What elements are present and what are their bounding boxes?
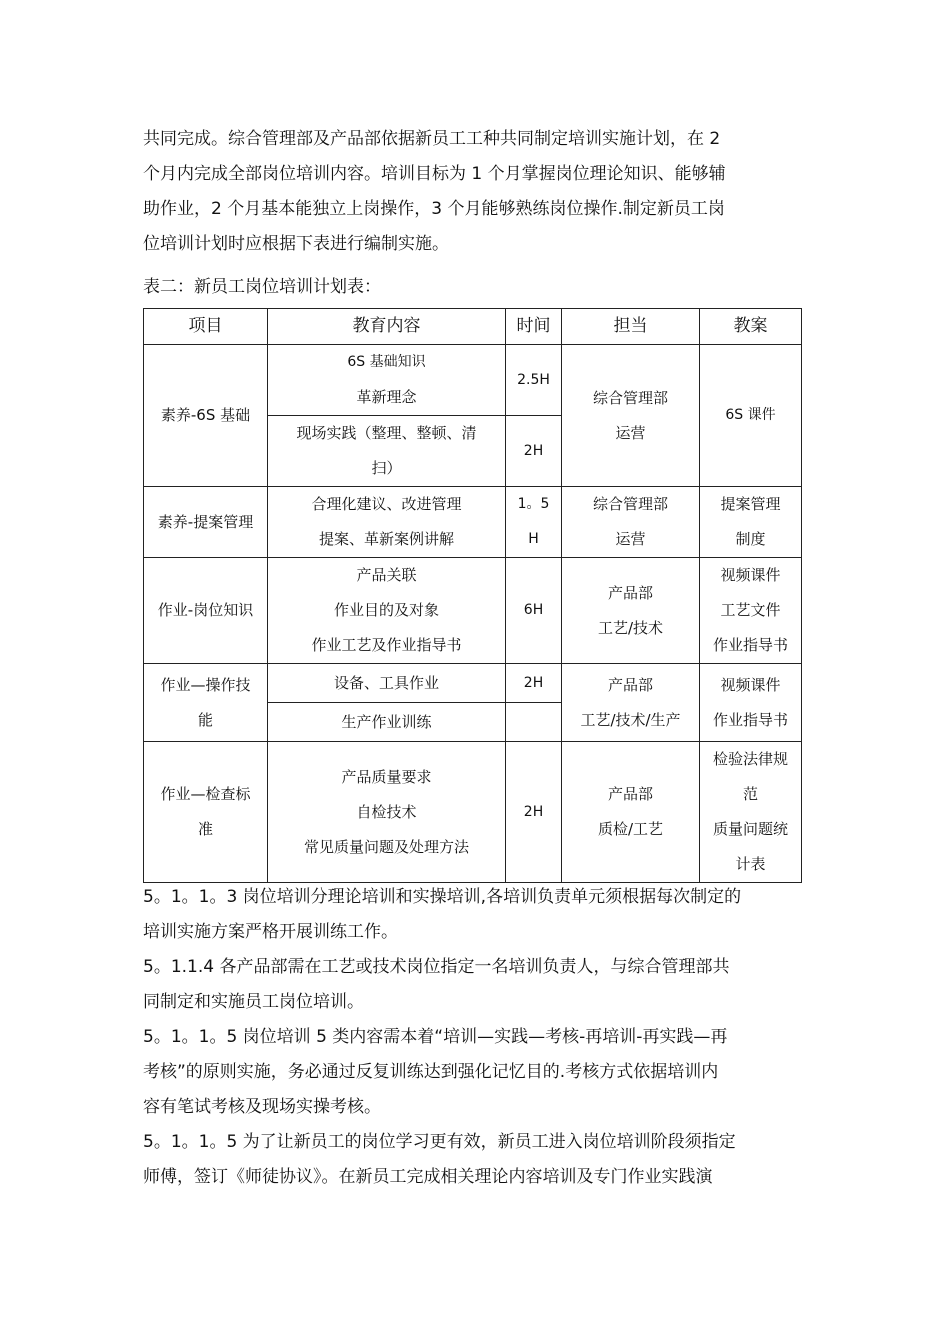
intro-line: 助作业，2 个月基本能独立上岗操作，3 个月能够熟练岗位操作.制定新员工岗 bbox=[143, 199, 725, 219]
body-line: 5。1。1。3 岗位培训分理论培训和实操培训,各培训负责单元须根据每次制定的 bbox=[143, 887, 742, 907]
cell-plan bbox=[700, 664, 802, 742]
cell-text: 提案管理 bbox=[720, 495, 781, 513]
cell-text: 产品质量要求 bbox=[341, 767, 432, 786]
cell-text: 质量问题统 bbox=[712, 820, 788, 838]
cell-time: 2H bbox=[506, 742, 562, 883]
cell-text: 制度 bbox=[735, 530, 766, 548]
cell-text: 1。5 bbox=[517, 496, 550, 512]
table-row bbox=[144, 664, 802, 703]
cell-owner bbox=[562, 487, 700, 558]
cell-owner bbox=[562, 742, 700, 883]
cell-text: 作业—操作技 bbox=[160, 675, 251, 694]
cell-content: 设备、工具作业 bbox=[268, 664, 506, 703]
body-line: 师傅，签订《师徒协议》。在新员工完成相关理论内容培训及专门作业实践演 bbox=[143, 1167, 713, 1187]
cell-text: 作业指导书 bbox=[712, 636, 788, 654]
cell-owner bbox=[562, 558, 700, 664]
cell-text: 视频课件 bbox=[720, 675, 781, 694]
cell-text: 质检/工艺 bbox=[597, 820, 664, 838]
cell-content bbox=[268, 487, 506, 558]
cell-text: 扫） bbox=[371, 459, 402, 477]
body-line: 5。1。1。5 岗位培训 5 类内容需本着“培训—实践—考核-再培训-再实践—再 bbox=[143, 1027, 728, 1047]
cell-time: 2H bbox=[506, 664, 562, 703]
table-caption: 表二：新员工岗位培训计划表： bbox=[143, 277, 381, 297]
cell-content bbox=[268, 742, 506, 883]
cell-text: 常见质量问题及处理方法 bbox=[303, 837, 469, 856]
cell-plan bbox=[700, 487, 802, 558]
cell-item bbox=[144, 742, 268, 883]
cell-content: 生产作业训练 bbox=[268, 703, 506, 742]
cell-text: 运营 bbox=[615, 423, 646, 442]
intro-line: 共同完成。综合管理部及产品部依据新员工工种共同制定培训实施计划，在 2 bbox=[143, 129, 721, 149]
cell-text: 运营 bbox=[615, 530, 646, 548]
cell-text: 产品部 bbox=[607, 675, 653, 694]
cell-text: 工艺/技术 bbox=[597, 618, 664, 637]
table-row bbox=[144, 345, 802, 416]
cell-time bbox=[506, 487, 562, 558]
cell-text: 产品部 bbox=[607, 583, 653, 602]
intro-paragraph bbox=[143, 122, 808, 262]
cell-text: 合理化建议、改进管理 bbox=[311, 495, 462, 513]
body-line: 5。1.1.4 各产品部需在工艺或技术岗位指定一名培训负责人，与综合管理部共 bbox=[143, 957, 730, 977]
cell-owner bbox=[562, 664, 700, 742]
cell-text: 现场实践（整理、整顿、清 bbox=[296, 424, 477, 442]
cell-time: 2H bbox=[506, 416, 562, 487]
cell-text: 自检技术 bbox=[356, 802, 417, 821]
cell-text: 作业—检查标 bbox=[160, 785, 251, 803]
cell-text: 范 bbox=[742, 785, 758, 803]
body-line: 考核”的原则实施，务必通过反复训练达到强化记忆目的.考核方式依据培训内 bbox=[143, 1062, 719, 1082]
cell-time bbox=[506, 703, 562, 742]
after-paragraphs bbox=[143, 880, 808, 1195]
cell-content bbox=[268, 345, 506, 416]
cell-text: 能 bbox=[197, 710, 213, 729]
body-line: 同制定和实施员工岗位培训。 bbox=[143, 992, 364, 1012]
header-time: 时间 bbox=[506, 309, 562, 345]
cell-time: 2.5H bbox=[506, 345, 562, 416]
cell-text: 准 bbox=[197, 820, 213, 838]
cell-time: 6H bbox=[506, 558, 562, 664]
cell-text: 综合管理部 bbox=[592, 495, 668, 513]
cell-text: 综合管理部 bbox=[592, 388, 668, 407]
header-item: 项目 bbox=[144, 309, 268, 345]
cell-plan: 6S 课件 bbox=[700, 345, 802, 487]
cell-text: 计表 bbox=[735, 855, 766, 873]
cell-text: 检验法律规 bbox=[712, 750, 788, 768]
cell-text: 6S 基础知识 bbox=[347, 354, 426, 370]
cell-text: 工艺文件 bbox=[720, 601, 781, 619]
cell-item bbox=[144, 345, 268, 487]
cell-text: 视频课件 bbox=[720, 566, 781, 584]
training-plan-table bbox=[143, 308, 802, 883]
cell-text: 产品部 bbox=[607, 785, 653, 803]
cell-plan bbox=[700, 558, 802, 664]
cell-item: 素养-提案管理 bbox=[144, 487, 268, 558]
cell-text: 作业指导书 bbox=[712, 710, 788, 729]
cell-text: 产品关联 bbox=[356, 566, 417, 584]
cell-content bbox=[268, 416, 506, 487]
cell-item bbox=[144, 664, 268, 742]
body-line: 培训实施方案严格开展训练工作。 bbox=[143, 922, 398, 942]
cell-text: 工艺/技术/生产 bbox=[580, 710, 681, 729]
cell-text: 提案、革新案例讲解 bbox=[318, 530, 454, 548]
intro-line: 个月内完成全部岗位培训内容。培训目标为 1 个月掌握岗位理论知识、能够辅 bbox=[143, 164, 726, 184]
cell-text: 作业工艺及作业指导书 bbox=[311, 636, 462, 654]
header-content: 教育内容 bbox=[268, 309, 506, 345]
header-owner: 担当 bbox=[562, 309, 700, 345]
cell-owner bbox=[562, 345, 700, 487]
intro-line: 位培训计划时应根据下表进行编制实施。 bbox=[143, 234, 449, 254]
table-header-row bbox=[144, 309, 802, 345]
cell-text: 作业目的及对象 bbox=[333, 601, 439, 619]
body-line: 5。1。1。5 为了让新员工的岗位学习更有效，新员工进入岗位培训阶段须指定 bbox=[143, 1132, 736, 1152]
header-plan: 教案 bbox=[700, 309, 802, 345]
cell-text: H bbox=[528, 531, 539, 547]
cell-plan bbox=[700, 742, 802, 883]
cell-text: 素养-6S 基础 bbox=[160, 406, 251, 424]
body-line: 容有笔试考核及现场实操考核。 bbox=[143, 1097, 381, 1117]
cell-text: 革新理念 bbox=[356, 388, 417, 406]
table-row bbox=[144, 487, 802, 558]
table-row bbox=[144, 742, 802, 883]
table-row bbox=[144, 558, 802, 664]
cell-item: 作业-岗位知识 bbox=[144, 558, 268, 664]
cell-content bbox=[268, 558, 506, 664]
